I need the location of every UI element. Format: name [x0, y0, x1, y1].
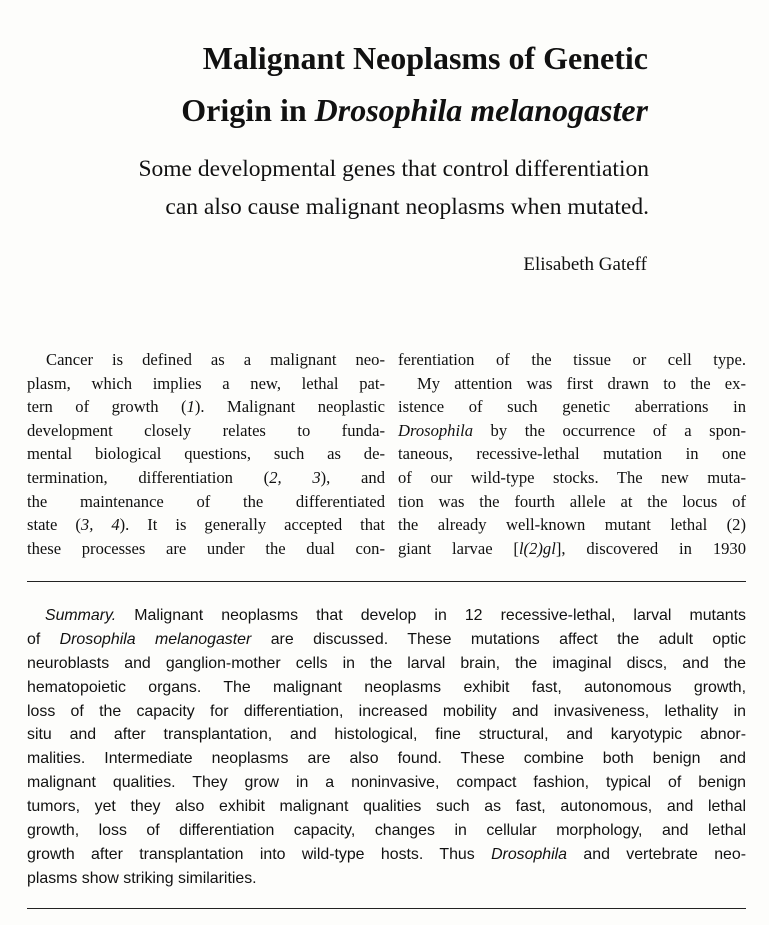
summary-heading: Summary.	[45, 607, 117, 624]
body-text: giant larvae [	[398, 538, 519, 558]
body-column-left	[27, 348, 385, 560]
body-line	[398, 419, 746, 443]
title-line-2	[181, 92, 648, 128]
body-line: Cancer is defined as a malignant neo-	[46, 350, 385, 369]
species-name: Drosophila melanogaster	[59, 630, 252, 648]
body-line: istence of such genetic aberrations in	[398, 397, 746, 417]
title-species-name: Drosophila melanogaster	[314, 92, 648, 128]
summary-text: Malignant neoplasms that develop in 12 recessive-lethal, larval mutants	[116, 607, 746, 624]
body-line	[27, 395, 385, 419]
summary-text: are discussed. These mutations affect the adult optic	[251, 630, 747, 648]
author-name: Elisabeth Gateff	[523, 254, 647, 275]
summary-line: neuroblasts and ganglion-mother cells in the larval brain, the imaginal discs, and the	[27, 654, 746, 672]
body-text: state (	[27, 515, 81, 535]
body-text: ], discovered in 1930	[555, 538, 747, 558]
title-line-1: Malignant Neoplasms of Genetic	[202, 40, 648, 76]
summary-line	[27, 628, 746, 652]
citation-ref: 1	[186, 397, 195, 417]
citation-ref: 2, 3	[269, 467, 321, 487]
summary-box	[27, 604, 746, 891]
summary-line: malignant qualities. They grow in a noninvasive, compact fashion, typical of benign	[27, 774, 746, 792]
article-subtitle	[138, 150, 649, 226]
summary-line: plasms show striking similarities.	[27, 869, 257, 887]
summary-line: hematopoietic organs. The malignant neoplasms exhibit fast, autonomous growth,	[27, 678, 746, 696]
article-title	[181, 32, 648, 136]
body-line: the already well-known mutant lethal (2)	[398, 515, 746, 535]
body-line: these processes are under the dual con-	[27, 538, 385, 558]
body-line: My attention was first drawn to the ex-	[417, 373, 746, 393]
summary-text: and vertebrate neo-	[567, 845, 746, 863]
summary-line: growth, loss of differentiation capacity, changes in cellular morphology, and lethal	[27, 822, 746, 840]
gene-symbol: l(2)gl	[518, 538, 556, 558]
summary-line: tumors, yet they also exhibit malignant qualities such as fast, autonomous, and lethal	[27, 798, 746, 816]
body-line	[27, 513, 385, 537]
body-line: development closely relates to funda-	[27, 420, 385, 440]
body-text: ). It is generally accepted that	[119, 515, 385, 535]
body-line: mental biological questions, such as de-	[27, 444, 385, 464]
body-text: ). Malignant neoplastic	[194, 397, 385, 417]
species-name: Drosophila	[398, 420, 473, 440]
body-line	[398, 537, 746, 561]
body-line: the maintenance of the differentiated	[27, 491, 385, 511]
summary-line: situ and after transplantation, and histological, fine structural, and karyotypic abnor-	[27, 726, 746, 744]
summary-line	[27, 604, 746, 628]
body-line: tion was the fourth allele at the locus of	[398, 491, 746, 511]
title-line-2-plain: Origin in	[181, 92, 315, 128]
citation-ref: 3, 4	[80, 515, 120, 535]
body-text: ), and	[320, 467, 385, 487]
species-name: Drosophila	[491, 845, 568, 863]
subtitle-line-2: can also cause malignant neoplasms when mutated.	[165, 194, 649, 220]
summary-text: growth after transplantation into wild-type hosts. Thus	[27, 845, 492, 863]
body-text: tern of growth (	[27, 397, 187, 417]
body-text: by the occurrence of a spon-	[473, 420, 746, 440]
summary-text: of	[27, 630, 60, 648]
body-line: taneous, recessive-lethal mutation in one	[398, 444, 746, 464]
summary-top-divider	[27, 581, 746, 582]
body-line: ferentiation of the tissue or cell type.	[398, 350, 746, 369]
summary-line: malities. Intermediate neoplasms are also found. These combine both benign and	[27, 750, 746, 768]
summary-line: loss of the capacity for differentiation, increased mobility and invasiveness, lethality in	[27, 702, 746, 720]
body-column-right	[398, 348, 746, 560]
body-line	[27, 466, 385, 490]
body-line: plasm, which implies a new, lethal pat-	[27, 373, 385, 393]
body-text: termination, differentiation (	[27, 467, 270, 487]
subtitle-line-1: Some developmental genes that control differentiation	[138, 156, 649, 182]
summary-line	[27, 843, 746, 867]
body-line: of our wild-type stocks. The new muta-	[398, 467, 746, 487]
summary-bottom-divider	[27, 908, 746, 909]
